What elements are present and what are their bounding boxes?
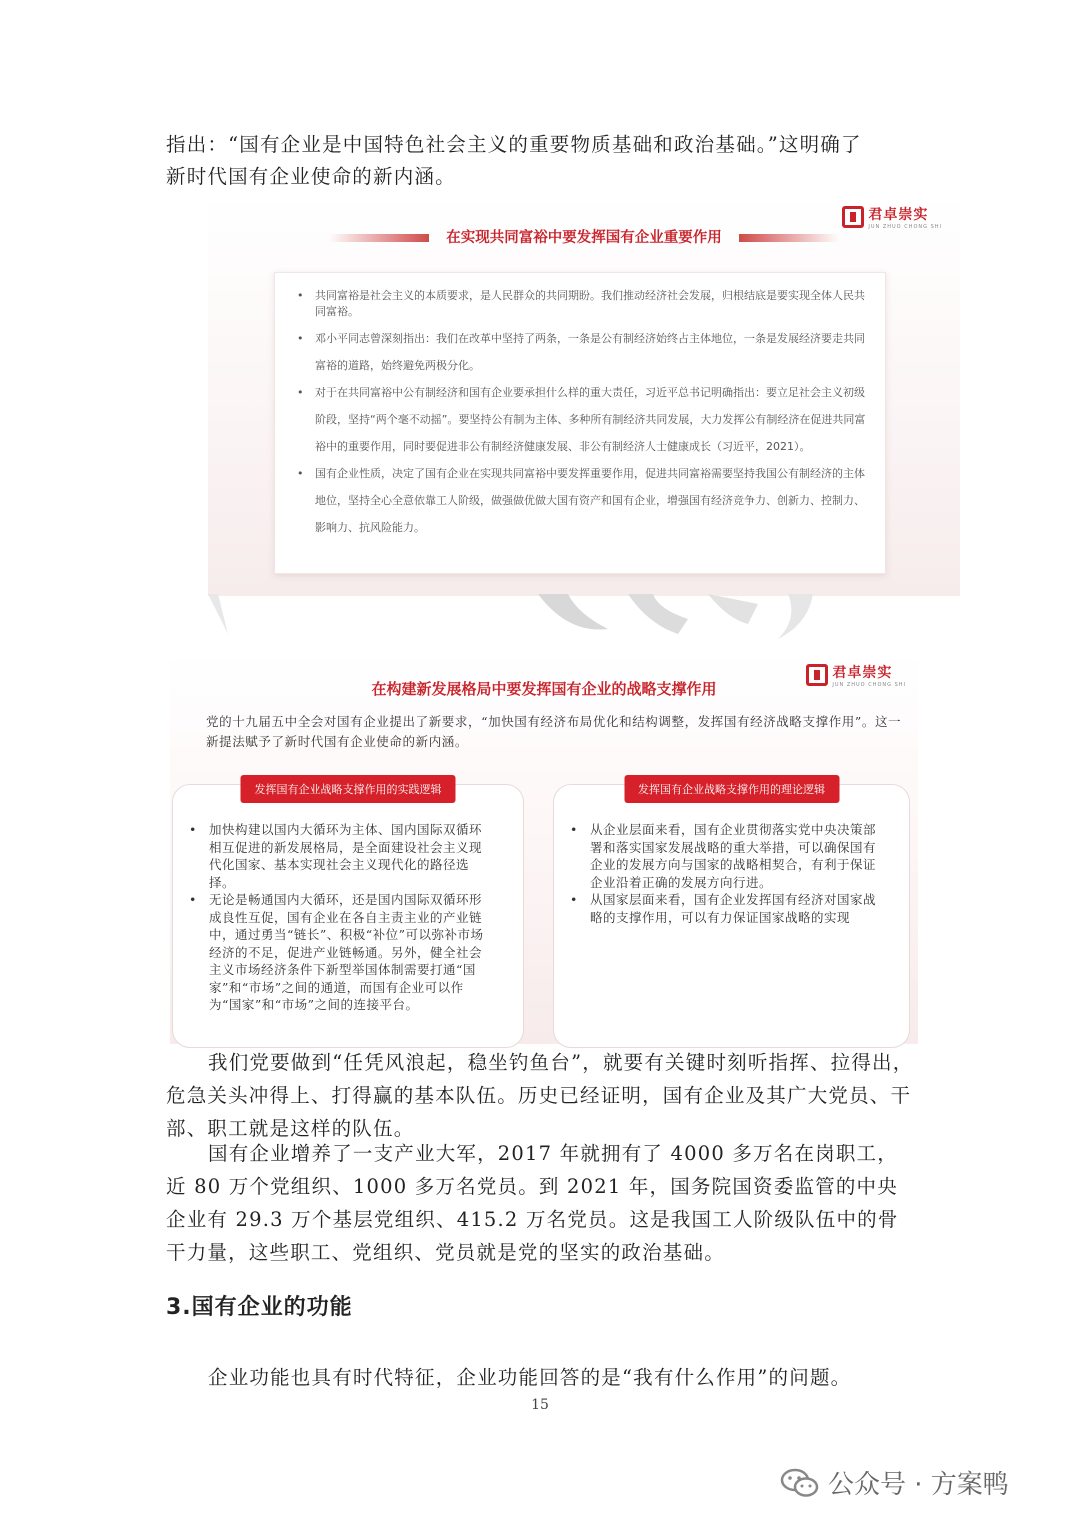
slide1-bullet: • 对于在共同富裕中公有制经济和国有企业要承担什么样的重大责任，习近平总书记明确指出：要立足社会主义初级阶段，坚持“两个毫不动摇”。要坚持公有制为主体、多种所有制经济共同发展，大力发挥公有制经济在促进共同富裕中的重要作用，同时要促进非公有制经济健康发展、非公有制经济人士健康成长（习近平，2021）。 <box>315 379 867 460</box>
body-paragraph-3: 企业功能也具有时代特征，企业功能回答的是“我有什么作用”的问题。 <box>208 1366 852 1389</box>
slide1-bullet: • 共同富裕是社会主义的本质要求，是人民群众的共同期盼。我们推动经济社会发展，归根结底是要实现全体人民共同富裕。 <box>315 281 867 325</box>
title-deco-right <box>739 234 839 242</box>
intro-line-1: 指出：“国有企业是中国特色社会主义的重要物质基础和政治基础。”这明确了 <box>166 133 862 156</box>
slide-image-common-prosperity <box>208 196 960 596</box>
section-heading: 3.国有企业的功能 <box>166 1295 353 1320</box>
intro-line-2: 新时代国有企业使命的新内涵。 <box>166 165 456 188</box>
slide1-title: 在实现共同富裕中要发挥国有企业重要作用 <box>446 230 722 246</box>
slide1-title-bar <box>208 226 960 247</box>
slide1-content-box <box>274 272 886 574</box>
slide2-title: 在构建新发展格局中要发挥国有企业的战略支撑作用 <box>371 680 717 698</box>
theory-logic-bullet: • 从企业层面来看，国有企业贯彻落实党中央决策部署和落实国家发展战略的重大举措，可以确保国有企业的发展方向与国家的战略相契合，有利于保证企业沿着正确的发展方向行进。 <box>590 821 879 891</box>
slide1-bullet: • 邓小平同志曾深刻指出：我们在改革中坚持了两条，一条是公有制经济始终占主体地位，一条是发展经济要走共同富裕的道路，始终避免两极分化。 <box>315 325 867 379</box>
theory-logic-panel <box>553 784 910 1048</box>
slide1-bullet: • 国有企业性质，决定了国有企业在实现共同富裕中要发挥重要作用，促进共同富裕需要坚持我国公有制经济的主体地位，坚持全心全意依靠工人阶级，做强做优做大国有资产和国有企业，增强国有经济竞争力、创新力、控制力、影响力、抗风险能力。 <box>315 460 867 541</box>
practice-logic-panel <box>172 784 524 1048</box>
theory-logic-bullet: • 从国家层面来看，国有企业发挥国有经济对国家战略的支撑作用，可以有力保证国家战略的实现 <box>590 891 879 926</box>
wechat-icon <box>780 1467 820 1499</box>
logo-name: 君卓崇实 <box>832 665 893 681</box>
body-paragraph-2: 国有企业增养了一支产业大军，2017 年就拥有了 4000 多万名在岗职工，近 80 万个党组织、1000 多万名党员。到 2021 年，国务院国资委监管的中央企业有 29.3 万个基层党组织、415.2 万名党员。这是我国工人阶级队伍中的骨干力量，这些职工、党组织、党员就是党的坚实的政治基础。 <box>166 1142 899 1264</box>
logo-name: 君卓崇实 <box>868 207 929 223</box>
logo-subname: JUN ZHUO CHONG SHI <box>832 682 906 688</box>
title-deco-left <box>329 234 429 242</box>
page-number: 15 <box>531 1397 549 1413</box>
watermark <box>780 1464 1009 1501</box>
theory-logic-heading: 发挥国有企业战略支撑作用的理论逻辑 <box>624 775 839 803</box>
watermark-text: 公众号 · 方案鸭 <box>828 1470 1009 1500</box>
practice-logic-heading: 发挥国有企业战略支撑作用的实践逻辑 <box>241 775 456 803</box>
logo-mark-icon <box>842 206 864 228</box>
body-paragraph-1: 我们党要做到“任凭风浪起，稳坐钓鱼台”，就要有关键时刻听指挥、拉得出，危急关头冲得上、打得赢的基本队伍。历史已经证明，国有企业及其广大党员、干部、职工就是这样的队伍。 <box>166 1051 914 1140</box>
practice-logic-bullet: • 加快构建以国内大循环为主体、国内国际双循环相互促进的新发展格局，是全面建设社会主义现代化国家、基本实现社会主义现代化的路径选择。 <box>209 821 493 891</box>
logo-subname: JUN ZHUO CHONG SHI <box>868 224 942 230</box>
practice-logic-bullet: • 无论是畅通国内大循环，还是国内国际双循环形成良性互促，国有企业在各自主责主业的产业链中，通过勇当“链长”、积极“补位”可以弥补市场经济的不足，促进产业链畅通。另外，健全社会主义市场经济条件下新型举国体制需要打通“国家”和“市场”之间的通道，而国有企业可以作为“国家”和“市场”之间的连接平台。 <box>209 891 493 1014</box>
decorative-strip <box>208 594 960 654</box>
slide2-intro: 党的十九届五中全会对国有企业提出了新要求，“加快国有经济布局优化和结构调整，发挥国有经济战略支撑作用”。这一新提法赋予了新时代国有企业使命的新内涵。 <box>206 714 902 749</box>
slide-image-new-development-pattern <box>170 652 918 1044</box>
